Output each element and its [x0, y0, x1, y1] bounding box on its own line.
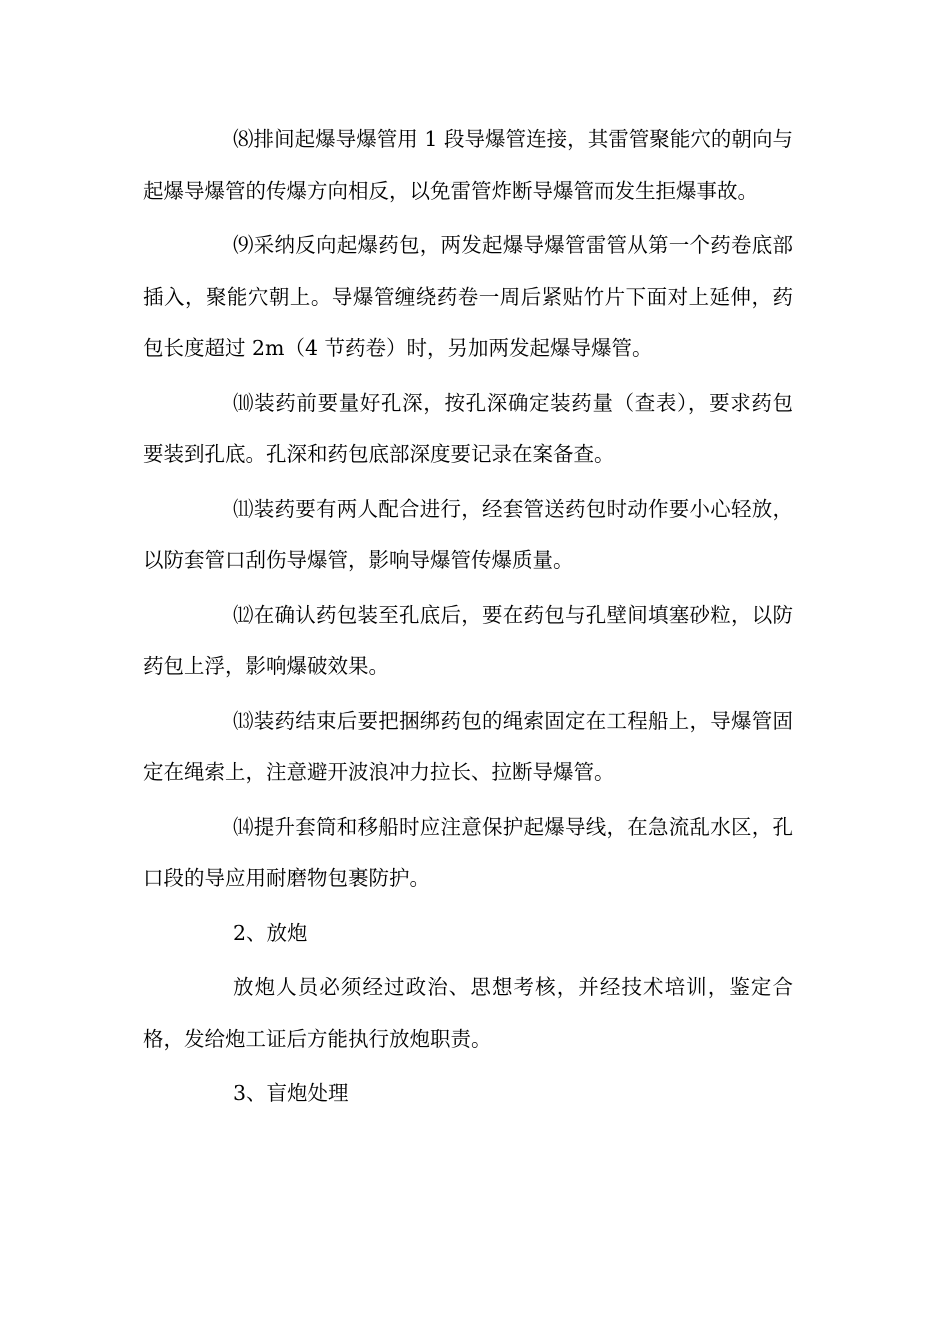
document-body [143, 114, 793, 1123]
section-heading-firing: 2、放炮 [233, 920, 308, 945]
paragraph-item-10: ⑽装药前要量好孔深，按孔深确定装药量（查表），要求药包要装到孔底。孔深和药包底部深度要记录在案备查。 [143, 390, 793, 466]
paragraph-firing-personnel: 放炮人员必须经过政治、思想考核，并经技术培训，鉴定合格，发给炮工证后方能执行放炮职责。 [143, 975, 793, 1051]
paragraph-item-14: ⒁提升套筒和移船时应注意保护起爆导线，在急流乱水区，孔口段的导应用耐磨物包裹防护。 [143, 814, 793, 890]
section-heading-misfire: 3、盲炮处理 [233, 1081, 349, 1105]
paragraph-item-12: ⑿在确认药包装至孔底后，要在药包与孔壁间填塞砂粒，以防药包上浮，影响爆破效果。 [143, 602, 793, 678]
paragraph-item-13: ⒀装药结束后要把捆绑药包的绳索固定在工程船上，导爆管固定在绳索上，注意避开波浪冲力拉长、拉断导爆管。 [143, 708, 793, 784]
paragraph-item-8: ⑻排间起爆导爆管用 1 段导爆管连接，其雷管聚能穴的朝向与起爆导爆管的传爆方向相反，以免雷管炸断导爆管而发生拒爆事故。 [143, 127, 793, 203]
paragraph-item-9: ⑼采纳反向起爆药包，两发起爆导爆管雷管从第一个药卷底部插入，聚能穴朝上。导爆管缠绕药卷一周后紧贴竹片下面对上延伸，药包长度超过 2m（4 节药卷）时，另加两发起爆导爆管。 [143, 233, 793, 360]
paragraph-item-11: ⑾装药要有两人配合进行，经套管送药包时动作要小心轻放，以防套管口刮伤导爆管，影响导爆管传爆质量。 [143, 496, 793, 572]
